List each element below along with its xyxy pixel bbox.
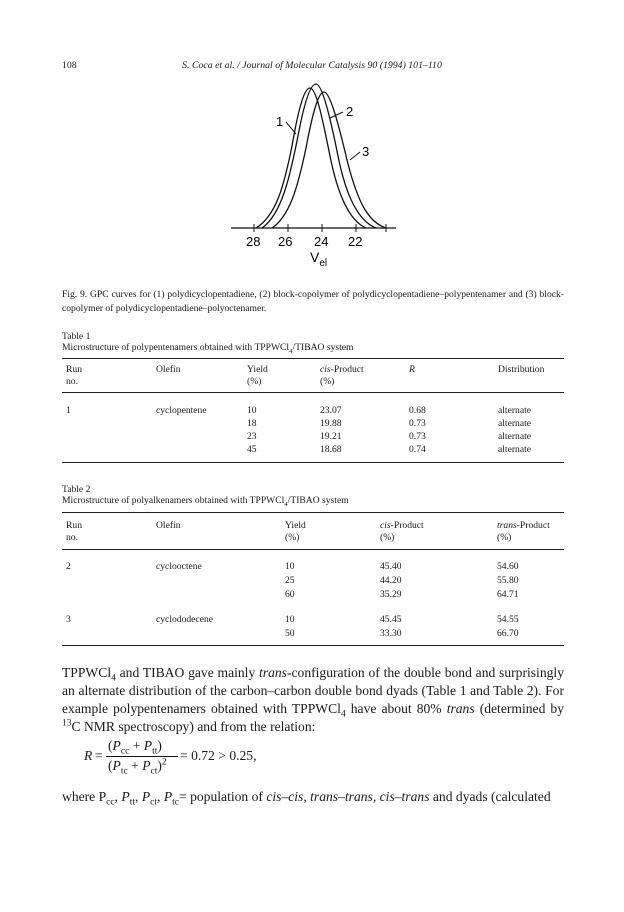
table2-header-rule bbox=[62, 549, 564, 550]
gpc-figure bbox=[226, 76, 401, 272]
t1-cell-cis: 19.88 bbox=[320, 418, 342, 429]
t2-cell-cis: 33.30 bbox=[380, 628, 402, 639]
table1-label: Table 1 bbox=[62, 331, 91, 342]
curve-label-1: 1 bbox=[276, 114, 284, 129]
t1-cell-yield: 10 bbox=[247, 405, 257, 416]
running-head: S. Coca et al. / Journal of Molecular Catalysis 90 (1994) 101–110 bbox=[182, 60, 442, 71]
table2-bottom-rule bbox=[62, 645, 564, 646]
t1-cell-cis: 19.21 bbox=[320, 431, 342, 442]
t2-cell-trans: 54.55 bbox=[497, 614, 519, 625]
table2-title: Microstructure of polyalkenamers obtained with TPPWCl$_4$/TIBAO system bbox=[62, 495, 349, 508]
equation-lhs: R bbox=[84, 748, 93, 763]
figure-caption: Fig. 9. GPC curves for (1) polydicyclopentadiene, (2) block-copolymer of polydicyclopentadiene–polypentenamer and (3) block-copolymer of polydicyclopentadiene–polyoctenamer. bbox=[62, 289, 564, 314]
label-arrow-3 bbox=[350, 152, 360, 160]
t2-cell-run: 3 bbox=[66, 614, 71, 625]
t2-header-cis-unit: (%) bbox=[380, 532, 395, 543]
table1-top-rule bbox=[62, 358, 564, 359]
t1-cell-yield: 23 bbox=[247, 431, 257, 442]
t1-header-run: Run bbox=[66, 364, 82, 375]
body-paragraph: TPPWCl$_4$ and TIBAO gave mainly trans-configuration of the double bond and surprisingly an alternate distribution of the carbon–carbon double bond dyads (Table 1 and Table 2). For example polypentenamers obtained with TPPWCl$_4$ have about 80% trans (determined by $^{13}$C NMR spectroscopy) and from the relation: bbox=[62, 665, 565, 734]
t2-cell-trans: 54.60 bbox=[497, 561, 519, 572]
t1-header-yield: Yield bbox=[247, 364, 268, 375]
t1-cell-distribution: alternate bbox=[498, 444, 532, 455]
equation-numerator: $(P_{cc} + P_{tt})$ bbox=[108, 738, 162, 757]
curve-label-2: 2 bbox=[346, 104, 354, 119]
t2-cell-yield: 10 bbox=[285, 561, 295, 572]
t2-header-olefin: Olefin bbox=[156, 520, 181, 531]
t1-header-run-no: no. bbox=[66, 376, 78, 387]
t1-header-r: R bbox=[409, 364, 415, 375]
t2-cell-trans: 55.80 bbox=[497, 575, 519, 586]
table2-label: Table 2 bbox=[62, 484, 91, 495]
t2-header-yield: Yield bbox=[285, 520, 306, 531]
t2-cell-olefin: cyclododecene bbox=[156, 614, 213, 625]
t2-cell-olefin: cyclooctene bbox=[156, 561, 202, 572]
t2-cell-yield: 10 bbox=[285, 614, 295, 625]
t2-cell-trans: 66.70 bbox=[497, 628, 519, 639]
t2-cell-yield: 50 bbox=[285, 628, 295, 639]
t1-cell-yield: 18 bbox=[247, 418, 257, 429]
table1-header-rule bbox=[62, 392, 564, 393]
table1-bottom-rule bbox=[62, 462, 564, 463]
equation: R = $(P_{cc} + P_{tt})$ $(P_{tc} + P_{ct})^2$ = 0.72 > 0.25, bbox=[84, 738, 257, 777]
t1-cell-olefin: cyclopentene bbox=[156, 405, 207, 416]
t2-cell-yield: 60 bbox=[285, 589, 295, 600]
t1-header-cis: cis-Product bbox=[320, 364, 364, 375]
t1-cell-distribution: alternate bbox=[498, 418, 532, 429]
t2-cell-cis: 45.40 bbox=[380, 561, 402, 572]
t1-header-olefin: Olefin bbox=[156, 364, 181, 375]
t2-header-cis: cis-Product bbox=[380, 520, 424, 531]
t2-cell-cis: 44.20 bbox=[380, 575, 402, 586]
t1-header-distribution: Distribution bbox=[498, 364, 545, 375]
t2-cell-trans: 64.71 bbox=[497, 589, 519, 600]
curve-label-3: 3 bbox=[362, 144, 370, 159]
equation-rhs: = 0.72 > 0.25, bbox=[180, 748, 257, 763]
t1-header-yield-unit: (%) bbox=[247, 376, 262, 387]
t1-cell-r: 0.68 bbox=[409, 405, 426, 416]
t2-header-trans-unit: (%) bbox=[497, 532, 512, 543]
t1-cell-r: 0.73 bbox=[409, 418, 426, 429]
t1-cell-distribution: alternate bbox=[498, 431, 532, 442]
t2-header-trans: trans-Product bbox=[497, 520, 550, 531]
t1-cell-r: 0.73 bbox=[409, 431, 426, 442]
t2-cell-cis: 45.45 bbox=[380, 614, 402, 625]
t2-cell-yield: 25 bbox=[285, 575, 295, 586]
equation-denominator: $(P_{tc} + P_{ct})^2$ bbox=[108, 757, 167, 777]
t1-cell-run: 1 bbox=[66, 405, 71, 416]
t2-cell-cis: 35.29 bbox=[380, 589, 402, 600]
x-tick-label: 28 bbox=[246, 234, 261, 249]
page-number: 108 bbox=[62, 60, 77, 71]
label-arrow-1 bbox=[286, 122, 296, 134]
t1-header-cis-unit: (%) bbox=[320, 376, 335, 387]
x-tick-label: 26 bbox=[278, 234, 293, 249]
t1-cell-yield: 45 bbox=[247, 444, 257, 455]
table2-top-rule bbox=[62, 512, 564, 513]
x-tick-label: 22 bbox=[348, 234, 363, 249]
t2-header-yield-unit: (%) bbox=[285, 532, 300, 543]
t2-cell-run: 2 bbox=[66, 561, 71, 572]
t1-cell-distribution: alternate bbox=[498, 405, 532, 416]
x-tick-label: 24 bbox=[314, 234, 329, 249]
t2-header-run: Run bbox=[66, 520, 82, 531]
table1-title: Microstructure of polypentenamers obtained with TPPWCl$_4$/TIBAO system bbox=[62, 342, 354, 355]
body-continuation: where $P_{cc}$, $P_{tt}$, $P_{ct}$, $P_{tc}=$ population of cis–cis, trans–trans, cis–trans and dyads (calculated bbox=[62, 789, 551, 808]
t1-cell-r: 0.74 bbox=[409, 444, 426, 455]
x-axis-label: $V_{el}$ bbox=[310, 249, 328, 269]
t1-cell-cis: 18.68 bbox=[320, 444, 342, 455]
t1-cell-cis: 23.07 bbox=[320, 405, 342, 416]
t2-header-run-no: no. bbox=[66, 532, 78, 543]
